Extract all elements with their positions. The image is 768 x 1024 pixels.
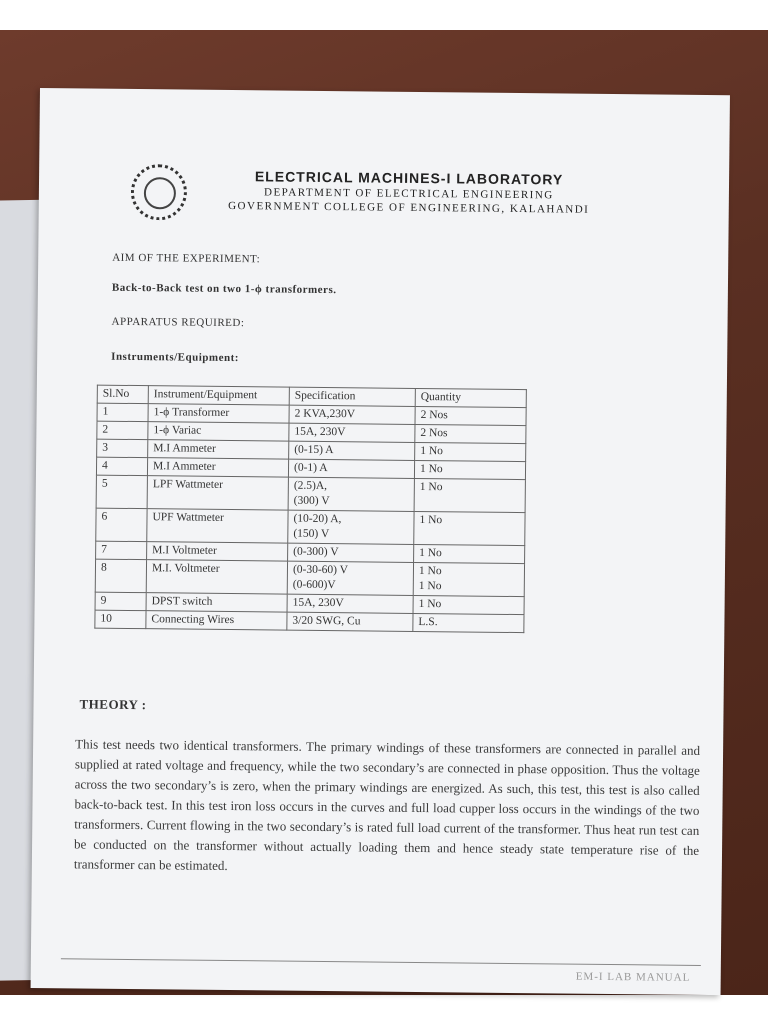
department-name: DEPARTMENT OF ELECTRICAL ENGINEERING (263, 186, 554, 202)
col-instrument: Instrument/Equipment (148, 386, 289, 405)
cell-specification: (0-1) A (288, 459, 414, 478)
cell-instrument: 1-ϕ Variac (148, 422, 289, 441)
cell-specification: (0-300) V (288, 543, 414, 562)
cell-instrument: M.I Ammeter (148, 440, 289, 459)
cell-instrument: LPF Wattmeter (147, 476, 288, 510)
instruments-subheading: Instruments/Equipment: (111, 350, 239, 365)
col-slno: Sl.No (97, 385, 148, 404)
cell-quantity: L.S. (413, 613, 524, 632)
table-row (95, 610, 524, 632)
cell-slno: 9 (95, 592, 146, 611)
cell-instrument: DPST switch (146, 593, 287, 612)
lab-title: ELECTRICAL MACHINES-I LABORATORY (254, 168, 564, 188)
cell-quantity: 1 No (414, 460, 525, 479)
college-name: GOVERNMENT COLLEGE OF ENGINEERING, KALAHANDI (228, 199, 590, 216)
cell-specification: 15A, 230V (289, 423, 415, 442)
cell-quantity: 1 No (414, 511, 525, 545)
cell-quantity: 1 No 1 No (413, 562, 524, 596)
apparatus-heading: APPARATUS REQUIRED: (111, 315, 245, 330)
cell-slno: 5 (96, 475, 147, 509)
table-row (95, 559, 524, 596)
cell-instrument: M.I Ammeter (147, 458, 288, 477)
cell-quantity: 1 No (414, 544, 525, 563)
cell-quantity: 2 Nos (415, 406, 526, 425)
cell-quantity: 1 No (413, 595, 524, 614)
col-quantity: Quantity (415, 388, 526, 407)
apparatus-table (94, 385, 527, 633)
document-page (31, 88, 730, 995)
cell-specification: (2.5)A, (300) V (288, 477, 414, 511)
cell-instrument: 1-ϕ Transformer (148, 404, 289, 423)
cell-slno: 6 (96, 508, 147, 542)
cell-specification: 3/20 SWG, Cu (287, 612, 413, 631)
cell-slno: 2 (97, 421, 148, 440)
aim-heading: AIM OF THE EXPERIMENT: (112, 251, 261, 266)
col-specification: Specification (289, 387, 415, 406)
cell-specification: 15A, 230V (287, 594, 413, 613)
theory-paragraph: This test needs two identical transformers. The primary windings of these transformers are connected in parallel and supplied at rated voltage and frequency, while the two secondary’s are connected in phase opposition. Thus the voltage across the two secondary’s is zero, when the primary windings are energized. As such, this test, this test is also called back-to-back test. In this test iron loss occurs in the curves and full load cupper loss occurs in the windings of the two transformers. Current flowing in the two secondary’s is rated full load current of the transformer. Thus heat run test can be conducted on the transformer without actually loading them and hence steady state temperature rise of the transformer can be estimated. (73, 736, 701, 874)
cell-quantity: 1 No (414, 478, 525, 512)
cell-slno: 3 (97, 439, 148, 458)
cell-instrument: Connecting Wires (146, 611, 287, 630)
cell-slno: 7 (96, 541, 147, 560)
cell-slno: 10 (95, 610, 146, 629)
footer-divider (61, 958, 701, 966)
cell-instrument: M.I Voltmeter (147, 542, 288, 561)
cell-quantity: 2 Nos (415, 424, 526, 443)
theory-heading: THEORY : (79, 696, 147, 713)
cell-slno: 1 (97, 403, 148, 422)
cell-specification: (10-20) A, (150) V (288, 510, 414, 544)
aim-text: Back-to-Back test on two 1-ϕ transformers. (111, 281, 337, 297)
table-row (96, 475, 525, 512)
table-row (96, 508, 525, 545)
college-logo-icon (131, 164, 188, 221)
cell-specification: (0-15) A (289, 441, 415, 460)
cell-specification: (0-30-60) V (0-600)V (287, 561, 413, 595)
cell-slno: 8 (95, 559, 146, 593)
cell-instrument: UPF Wattmeter (147, 509, 288, 543)
footer-text: EM-I LAB MANUAL (575, 970, 691, 984)
cell-slno: 4 (96, 457, 147, 476)
cell-specification: 2 KVA,230V (289, 405, 415, 424)
cell-quantity: 1 No (415, 442, 526, 461)
cell-instrument: M.I. Voltmeter (146, 560, 287, 594)
